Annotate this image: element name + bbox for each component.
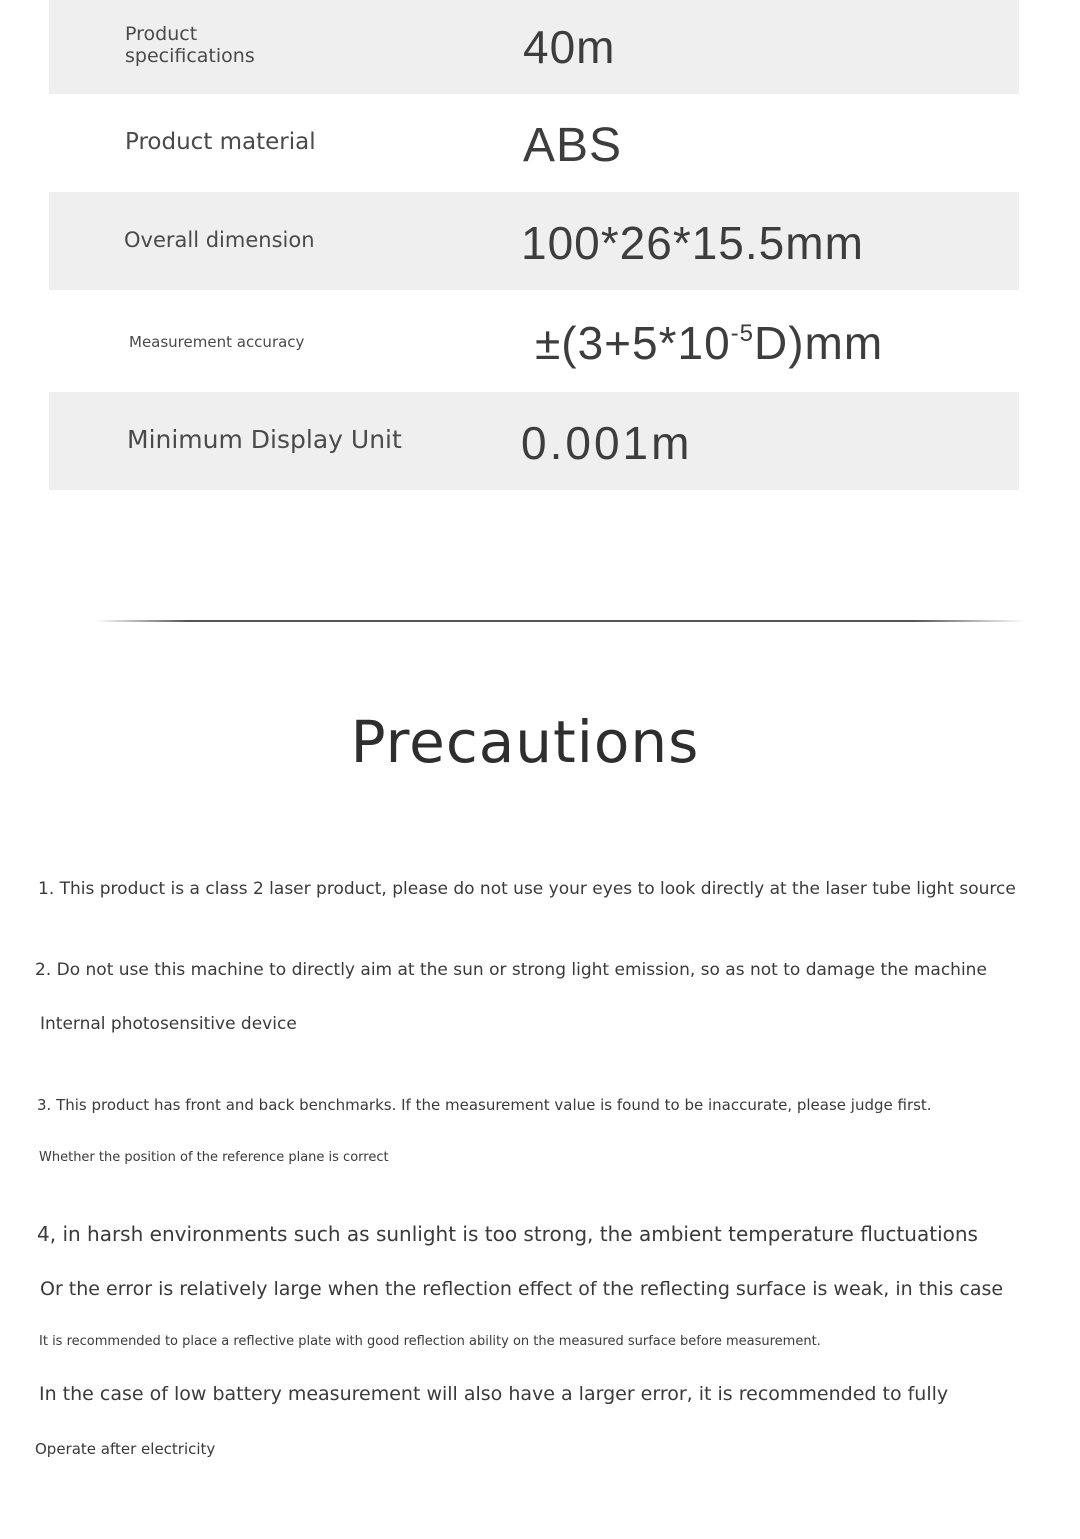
spec-value: ABS [523,119,623,172]
precaution-line: Internal photosensitive device [40,1014,297,1034]
spec-row-material [49,94,1019,192]
precaution-line: It is recommended to place a reflective plate with good reflection ability on the measured surface before measurement. [39,1334,821,1349]
section-divider [95,620,1025,622]
spec-row-accuracy [49,290,1019,392]
spec-value [535,316,883,370]
spec-value: 40m [523,21,616,73]
precautions-title: Precautions [350,708,700,776]
spec-label: Minimum Display Unit [127,425,402,454]
precaution-line: 2. Do not use this machine to directly aim at the sun or strong light emission, so as not to damage the machine [35,960,987,980]
spec-value: 100*26*15.5mm [521,217,864,269]
precaution-line: Operate after electricity [35,1440,216,1458]
spec-row-specifications [49,0,1019,94]
spec-row-display-unit [49,392,1019,490]
spec-value: 0.001m [521,417,693,469]
specifications-table [49,0,1019,490]
precaution-line: In the case of low battery measurement will also have a larger error, it is recommended to fully [39,1383,949,1405]
precaution-line: Or the error is relatively large when the reflection effect of the reflecting surface is weak, in this case [40,1278,1004,1300]
spec-label: Measurement accuracy [129,333,305,351]
precaution-line: 4, in harsh environments such as sunlight is too strong, the ambient temperature fluctuations [37,1222,978,1246]
accuracy-prefix: ±(3+5*10 [535,317,731,369]
precaution-line: 3. This product has front and back benchmarks. If the measurement value is found to be inaccurate, please judge first. [37,1096,932,1114]
spec-row-dimension [49,192,1019,290]
accuracy-suffix: D)mm [754,317,884,369]
spec-label: Product specifications [125,23,255,67]
spec-label: Overall dimension [124,228,315,252]
precaution-line: 1. This product is a class 2 laser product, please do not use your eyes to look directly at the laser tube light source [38,879,1016,899]
precaution-line: Whether the position of the reference plane is correct [39,1150,389,1165]
accuracy-exponent: -5 [730,320,755,347]
spec-label: Product material [125,129,316,155]
